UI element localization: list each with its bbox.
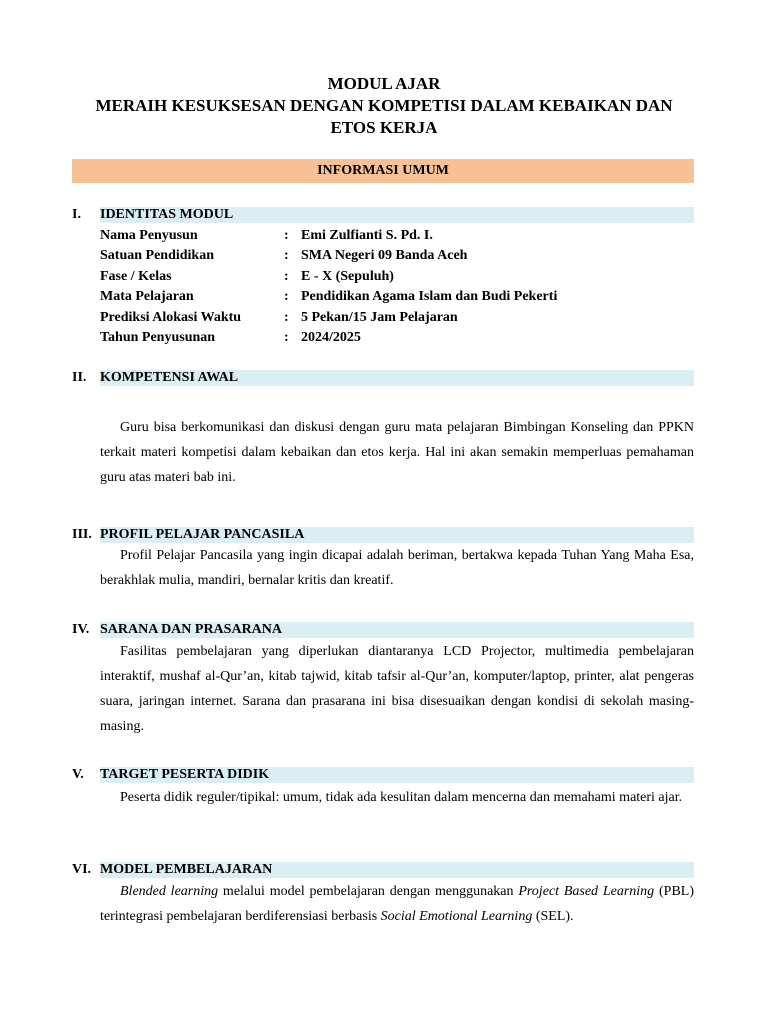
identity-row bbox=[100, 246, 694, 266]
identity-value: SMA Negeri 09 Banda Aceh bbox=[301, 248, 468, 263]
section-title: IDENTITAS MODUL bbox=[100, 207, 234, 222]
section-number: I. bbox=[72, 207, 81, 222]
identity-value: Pendidikan Agama Islam dan Budi Pekerti bbox=[301, 289, 558, 304]
paragraph-text: (PBL) terintegrasi pembelajaran berdiferensiasi berbasis bbox=[100, 884, 694, 924]
paragraph-target: Peserta didik reguler/tipikal: umum, tidak ada kesulitan dalam mencerna dan memahami materi ajar. bbox=[120, 790, 683, 805]
paragraph-sarana: Fasilitas pembelajaran yang diperlukan diantaranya LCD Projector, multimedia pembelajaran interaktif, mushaf al-Qur’an, kitab tajwid, kitab tafsir al-Qur’an, komputer/laptop, printer, alat pengeras suara, jaringan internet. Sarana dan prasarana ini bisa disesuaikan dengan kondisi di sekolah masing-masing. bbox=[100, 644, 694, 734]
paragraph-text: (SEL). bbox=[532, 909, 574, 924]
paragraph-profil: Profil Pelajar Pancasila yang ingin dicapai adalah beriman, bertakwa kepada Tuhan Yang Maha Esa, berakhlak mulia, mandiri, bernalar kritis dan kreatif. bbox=[100, 548, 694, 588]
identity-colon: : bbox=[284, 269, 289, 284]
section-title: SARANA DAN PRASARANA bbox=[100, 622, 283, 637]
section-number: V. bbox=[72, 767, 84, 782]
document-subtitle-line-1: MERAIH KESUKSESAN DENGAN KOMPETISI DALAM KEBAIKAN DAN bbox=[95, 96, 673, 115]
identity-colon: : bbox=[284, 228, 289, 243]
identity-row bbox=[100, 267, 694, 287]
identity-key: Fase / Kelas bbox=[100, 269, 172, 284]
term-blended-learning: Blended learning bbox=[120, 884, 219, 899]
identity-row bbox=[100, 287, 694, 307]
document-title: MODUL AJAR bbox=[327, 74, 441, 93]
term-social-emotional-learning: Social Emotional Learning bbox=[380, 909, 533, 924]
identity-value: 2024/2025 bbox=[301, 330, 361, 345]
general-info-banner: INFORMASI UMUM bbox=[72, 159, 694, 183]
identity-colon: : bbox=[284, 289, 289, 304]
section-number: II. bbox=[72, 370, 87, 385]
section-heading-sarana bbox=[72, 622, 694, 638]
section-heading-target bbox=[72, 767, 694, 783]
identity-row bbox=[100, 328, 694, 348]
section-title: MODEL PEMBELAJARAN bbox=[100, 862, 273, 877]
paragraph-kompetensi: Guru bisa berkomunikasi dan diskusi dengan guru mata pelajaran Bimbingan Konseling dan PPKN terkait materi kompetisi dalam kebaikan dan etos kerja. Hal ini akan semakin memperluas pemahaman guru atas materi bab ini. bbox=[100, 420, 694, 485]
term-project-based-learning: Project Based Learning bbox=[518, 884, 655, 899]
identity-row bbox=[100, 308, 694, 328]
paragraph-text: melalui model pembelajaran dengan menggunakan bbox=[218, 884, 519, 899]
paragraph-model bbox=[100, 879, 694, 929]
identity-colon: : bbox=[284, 310, 289, 325]
identity-row bbox=[100, 226, 694, 246]
identity-value: E - X (Sepuluh) bbox=[301, 269, 394, 284]
section-title: TARGET PESERTA DIDIK bbox=[100, 767, 270, 782]
section-heading-kompetensi bbox=[72, 370, 694, 386]
section-title: KOMPETENSI AWAL bbox=[100, 370, 239, 385]
section-number: VI. bbox=[72, 862, 92, 877]
identity-key: Mata Pelajaran bbox=[100, 289, 194, 304]
identity-value: 5 Pekan/15 Jam Pelajaran bbox=[301, 310, 458, 325]
identity-key: Prediksi Alokasi Waktu bbox=[100, 310, 242, 325]
section-heading-identitas bbox=[72, 207, 694, 223]
identity-key: Tahun Penyusunan bbox=[100, 330, 216, 345]
identity-key: Nama Penyusun bbox=[100, 228, 198, 243]
section-heading-profil bbox=[72, 527, 694, 543]
section-heading-model bbox=[72, 862, 694, 878]
identity-key: Satuan Pendidikan bbox=[100, 248, 214, 263]
section-title: PROFIL PELAJAR PANCASILA bbox=[100, 527, 305, 542]
identity-colon: : bbox=[284, 248, 289, 263]
identity-value: Emi Zulfianti S. Pd. I. bbox=[301, 228, 433, 243]
section-number: III. bbox=[72, 527, 92, 542]
section-number: IV. bbox=[72, 622, 90, 637]
identity-colon: : bbox=[284, 330, 289, 345]
document-subtitle-line-2: ETOS KERJA bbox=[330, 118, 438, 137]
